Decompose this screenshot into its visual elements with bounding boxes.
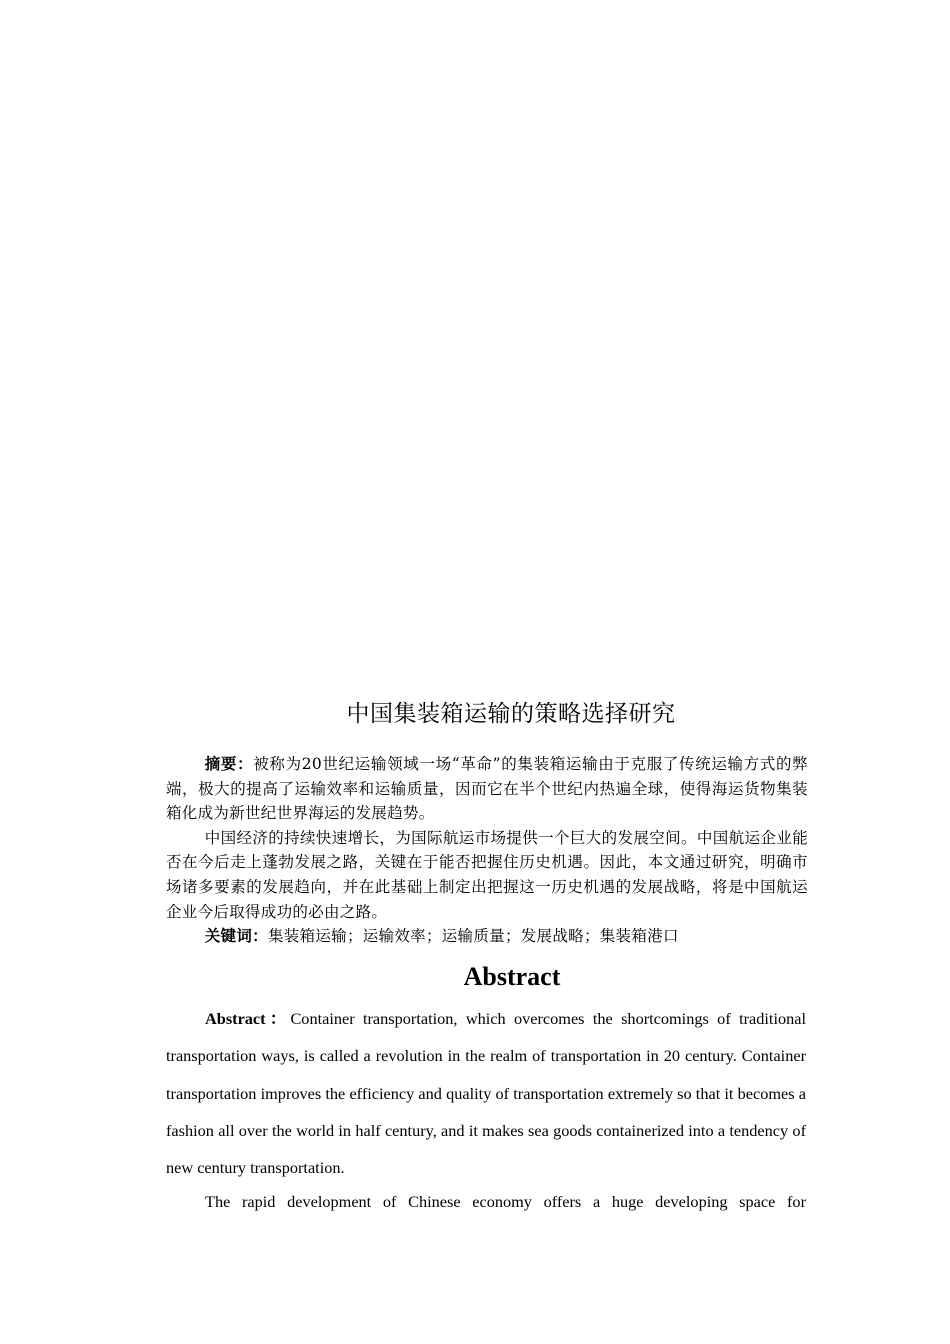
- chinese-abstract-text-1: 被称为20世纪运输领域一场“革命”的集装箱运输由于克服了传统运输方式的弊端，极大的提高了运输效率和运输质量，因而它在半个世纪内热遍全球，使得海运货物集装箱化成为新世纪世界海运的发展趋势。: [166, 755, 808, 823]
- chinese-abstract-label: 摘要：: [204, 755, 254, 773]
- chinese-keywords-text: 集装箱运输；运输效率；运输质量；发展战略；集装箱港口: [267, 927, 679, 946]
- english-abstract-text-1: Container transportation, which overcomes the shortcomings of traditional transportation ways, is called a revolution in the realm of transportation in 20 century. Container transportation improves the efficiency and quality of transportation extremely so that it becomes a fashion all over the world in half century, and it makes sea goods containerized into a tendency of new century transportation.: [166, 1009, 807, 1178]
- english-abstract: [166, 1000, 806, 1221]
- english-abstract-label: Abstract：: [205, 1009, 291, 1028]
- chinese-abstract: [166, 752, 808, 949]
- chinese-keywords-label: 关键词：: [204, 927, 268, 946]
- english-abstract-paragraph-1: [166, 1000, 806, 1186]
- chinese-abstract-paragraph-1: [166, 752, 808, 826]
- english-abstract-paragraph-2: The rapid development of Chinese economy offers a huge developing space for: [205, 1192, 806, 1212]
- chinese-abstract-paragraph-2: 中国经济的持续快速增长，为国际航运市场提供一个巨大的发展空间。中国航运企业能否在今后走上蓬勃发展之路，关键在于能否把握住历史机遇。因此，本文通过研究，明确市场诸多要素的发展趋向，并在此基础上制定出把握这一历史机遇的发展战略，将是中国航运企业今后取得成功的必由之路。: [166, 828, 808, 921]
- chinese-title: 中国集装箱运输的策略选择研究: [346, 701, 676, 727]
- chinese-keywords: [166, 924, 808, 949]
- english-title: Abstract: [463, 962, 561, 991]
